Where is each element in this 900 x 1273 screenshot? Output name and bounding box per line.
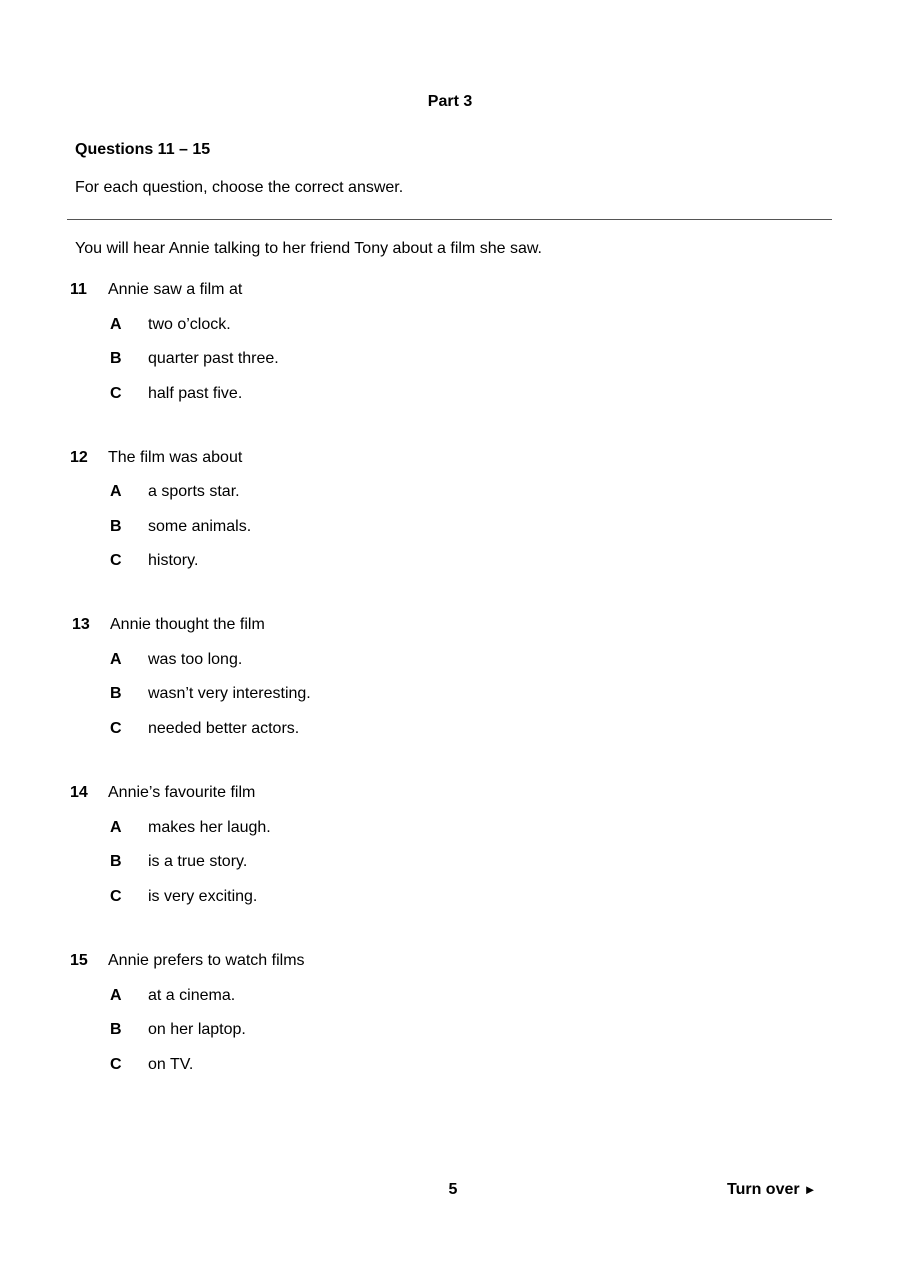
question-stem: Annie thought the film xyxy=(110,616,265,633)
option-text: at a cinema. xyxy=(148,987,236,1004)
option-text: makes her laugh. xyxy=(148,819,271,836)
option-letter: A xyxy=(110,819,122,836)
option-text: is very exciting. xyxy=(148,888,258,905)
option-letter: C xyxy=(110,552,122,569)
option-text: a sports star. xyxy=(148,483,240,500)
question-stem: The film was about xyxy=(108,449,243,466)
option-letter: B xyxy=(110,518,122,535)
play-arrow-icon: ► xyxy=(803,1182,817,1197)
question-number: 12 xyxy=(70,449,88,466)
turn-over-text: Turn over xyxy=(727,1181,800,1198)
option-text: two o’clock. xyxy=(148,316,231,333)
option-text: history. xyxy=(148,552,199,569)
question-stem: Annie’s favourite film xyxy=(108,784,256,801)
option-text: needed better actors. xyxy=(148,720,300,737)
option-letter: B xyxy=(110,685,122,702)
option-text: on TV. xyxy=(148,1056,194,1073)
option-text: on her laptop. xyxy=(148,1021,246,1038)
question-number: 11 xyxy=(70,281,87,298)
option-text: some animals. xyxy=(148,518,252,535)
option-letter: C xyxy=(110,888,122,905)
option-text: wasn’t very interesting. xyxy=(148,685,311,702)
option-letter: B xyxy=(110,350,122,367)
question-stem: Annie prefers to watch films xyxy=(108,952,305,969)
turn-over-label xyxy=(727,1181,816,1199)
question-number: 15 xyxy=(70,952,88,969)
option-text: is a true story. xyxy=(148,853,248,870)
option-letter: A xyxy=(110,987,122,1004)
question-number: 13 xyxy=(72,616,90,633)
option-letter: C xyxy=(110,385,122,402)
questions-heading: Questions 11 – 15 xyxy=(75,141,211,158)
part-title: Part 3 xyxy=(427,93,473,110)
option-letter: A xyxy=(110,651,122,668)
option-letter: C xyxy=(110,1056,122,1073)
option-letter: B xyxy=(110,853,122,870)
divider-line xyxy=(67,219,832,220)
option-text: half past five. xyxy=(148,385,243,402)
instruction-text: For each question, choose the correct answer. xyxy=(75,179,404,196)
option-text: was too long. xyxy=(148,651,243,668)
option-letter: A xyxy=(110,483,122,500)
page-number: 5 xyxy=(448,1181,458,1198)
option-letter: A xyxy=(110,316,122,333)
option-letter: B xyxy=(110,1021,122,1038)
option-text: quarter past three. xyxy=(148,350,279,367)
question-stem: Annie saw a film at xyxy=(108,281,243,298)
option-letter: C xyxy=(110,720,122,737)
question-number: 14 xyxy=(70,784,88,801)
intro-text: You will hear Annie talking to her friend Tony about a film she saw. xyxy=(75,240,542,257)
